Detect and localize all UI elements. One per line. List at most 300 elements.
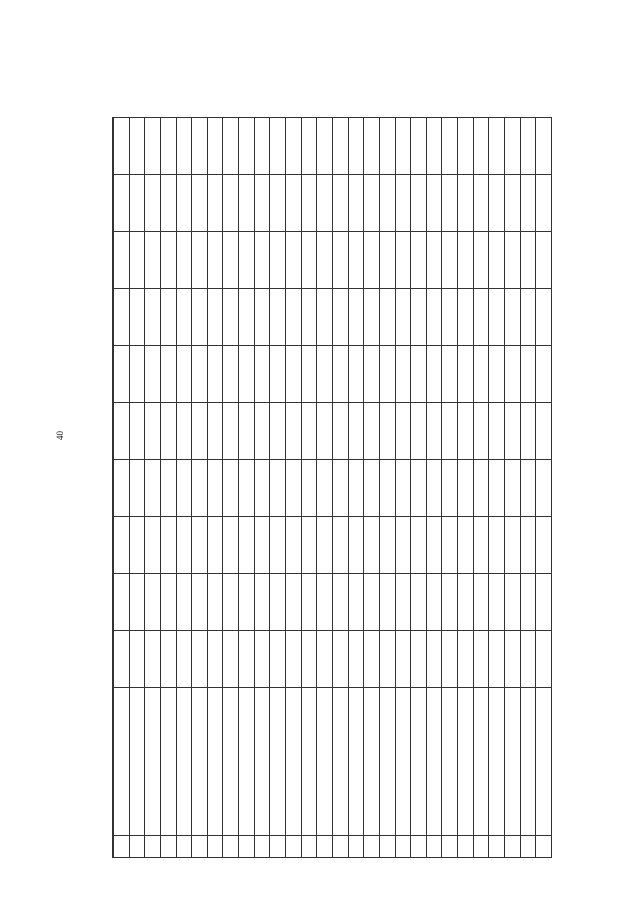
table-cell [536, 175, 552, 232]
table-cell [379, 232, 395, 289]
table-cell [254, 175, 270, 232]
table-row [520, 118, 536, 858]
table-cell [458, 460, 474, 517]
table-cell [129, 289, 145, 346]
table-cell [129, 175, 145, 232]
table-cell [520, 688, 536, 836]
table-cell [473, 836, 489, 858]
table-cell [239, 403, 255, 460]
table-cell [192, 460, 208, 517]
table-cell [489, 631, 505, 688]
table-cell [114, 574, 130, 631]
table-cell [207, 574, 223, 631]
table-cell [536, 836, 552, 858]
table-row [364, 118, 380, 858]
table-cell [505, 631, 521, 688]
table-cell [207, 175, 223, 232]
table-cell [192, 118, 208, 175]
table-cell [489, 517, 505, 574]
table-cell [489, 403, 505, 460]
table-cell [332, 460, 348, 517]
table-cell [176, 836, 192, 858]
table-cell [301, 175, 317, 232]
table-cell [442, 232, 458, 289]
table-cell [239, 460, 255, 517]
table-cell [129, 574, 145, 631]
table-cell [145, 574, 161, 631]
table-cell [379, 836, 395, 858]
table-cell [176, 688, 192, 836]
table-cell [207, 346, 223, 403]
table-cell [286, 517, 302, 574]
table-cell [332, 574, 348, 631]
table-row [223, 118, 239, 858]
table-cell [379, 460, 395, 517]
table-cell [160, 631, 176, 688]
table-cell [395, 232, 411, 289]
table-cell [395, 460, 411, 517]
table-cell [426, 403, 442, 460]
table-cell [379, 403, 395, 460]
table-cell [411, 574, 427, 631]
table-cell [270, 631, 286, 688]
table-cell [129, 232, 145, 289]
table-cell [160, 346, 176, 403]
table-cell [129, 688, 145, 836]
table-row [176, 118, 192, 858]
table-cell [505, 688, 521, 836]
table-cell [536, 346, 552, 403]
table-cell [207, 836, 223, 858]
table-cell [114, 836, 130, 858]
table-cell [332, 688, 348, 836]
table-cell [301, 232, 317, 289]
table-cell [332, 836, 348, 858]
table-cell [442, 517, 458, 574]
table-cell [239, 517, 255, 574]
table-cell [364, 289, 380, 346]
table-cell [239, 175, 255, 232]
table-cell [411, 232, 427, 289]
table-cell [301, 836, 317, 858]
table-row [379, 118, 395, 858]
table-cell [364, 460, 380, 517]
table-cell [286, 232, 302, 289]
table-cell [254, 232, 270, 289]
table-cell [520, 289, 536, 346]
table-cell [254, 118, 270, 175]
table-cell [254, 346, 270, 403]
table-cell [317, 118, 333, 175]
table-cell [145, 631, 161, 688]
table-cell [270, 118, 286, 175]
table-cell [223, 836, 239, 858]
table-cell [176, 460, 192, 517]
table-row [348, 118, 364, 858]
table-cell [160, 574, 176, 631]
table-cell [411, 118, 427, 175]
table-cell [332, 118, 348, 175]
table-row [317, 118, 333, 858]
table-cell [379, 631, 395, 688]
table-cell [426, 175, 442, 232]
table-cell [114, 346, 130, 403]
table-cell [473, 289, 489, 346]
table-cell [364, 631, 380, 688]
table-cell [520, 836, 536, 858]
table-cell [207, 232, 223, 289]
table-cell [254, 631, 270, 688]
table-row [536, 118, 552, 858]
table-cell [505, 517, 521, 574]
table-cell [176, 118, 192, 175]
table-cell [286, 631, 302, 688]
table-cell [332, 175, 348, 232]
table-cell [458, 175, 474, 232]
table-cell [411, 836, 427, 858]
table-cell [379, 517, 395, 574]
table-cell [317, 836, 333, 858]
table-cell [489, 175, 505, 232]
table-cell [411, 346, 427, 403]
table-cell [301, 289, 317, 346]
table-cell [520, 175, 536, 232]
table-cell [458, 232, 474, 289]
table-cell [411, 631, 427, 688]
table-cell [301, 574, 317, 631]
table-cell [317, 403, 333, 460]
table-cell [129, 460, 145, 517]
table-cell [270, 232, 286, 289]
table-cell [145, 836, 161, 858]
table-cell [114, 232, 130, 289]
table-cell [317, 460, 333, 517]
table-cell [364, 346, 380, 403]
table-cell [426, 118, 442, 175]
table-cell [207, 118, 223, 175]
table-cell [426, 346, 442, 403]
table-cell [114, 175, 130, 232]
table-cell [458, 289, 474, 346]
table-cell [395, 688, 411, 836]
table-cell [223, 118, 239, 175]
table-cell [286, 460, 302, 517]
table-cell [332, 289, 348, 346]
table-cell [520, 346, 536, 403]
table-cell [395, 346, 411, 403]
table-cell [505, 289, 521, 346]
table-cell [114, 403, 130, 460]
table-cell [505, 460, 521, 517]
table-cell [520, 574, 536, 631]
table-row [426, 118, 442, 858]
table-cell [192, 517, 208, 574]
table-cell [176, 289, 192, 346]
table-cell [348, 836, 364, 858]
table-cell [411, 460, 427, 517]
table-cell [160, 289, 176, 346]
table-cell [129, 346, 145, 403]
table-cell [114, 517, 130, 574]
table-cell [160, 175, 176, 232]
table-body [114, 118, 552, 858]
table-cell [317, 232, 333, 289]
table-cell [192, 232, 208, 289]
table-cell [114, 289, 130, 346]
table-cell [489, 346, 505, 403]
table-cell [536, 631, 552, 688]
table-cell [145, 460, 161, 517]
table-cell [301, 403, 317, 460]
table-cell [145, 517, 161, 574]
table-cell [458, 836, 474, 858]
table-cell [473, 232, 489, 289]
table-cell [395, 403, 411, 460]
table-cell [145, 403, 161, 460]
table-cell [129, 517, 145, 574]
rotated-table-container [112, 118, 552, 858]
table-cell [442, 574, 458, 631]
table-cell [348, 232, 364, 289]
table-cell [505, 403, 521, 460]
table-cell [489, 118, 505, 175]
table-cell [239, 574, 255, 631]
table-cell [364, 517, 380, 574]
table-cell [160, 517, 176, 574]
table-cell [364, 175, 380, 232]
table-cell [223, 289, 239, 346]
table-row [489, 118, 505, 858]
table-cell [348, 460, 364, 517]
table-cell [176, 175, 192, 232]
table-cell [317, 289, 333, 346]
table-cell [317, 631, 333, 688]
table-cell [489, 688, 505, 836]
table-cell [270, 517, 286, 574]
table-cell [379, 175, 395, 232]
table-cell [270, 175, 286, 232]
table-cell [411, 688, 427, 836]
table-cell [426, 688, 442, 836]
table-cell [473, 631, 489, 688]
table-cell [473, 118, 489, 175]
table-cell [395, 631, 411, 688]
table-cell [426, 517, 442, 574]
table-row [254, 118, 270, 858]
table-cell [411, 403, 427, 460]
table-cell [207, 403, 223, 460]
table-row [207, 118, 223, 858]
table-cell [348, 289, 364, 346]
table-cell [301, 460, 317, 517]
table-cell [192, 574, 208, 631]
table-cell [332, 232, 348, 289]
table-cell [473, 346, 489, 403]
table-cell [379, 688, 395, 836]
table-cell [192, 688, 208, 836]
table-cell [270, 836, 286, 858]
table-cell [286, 118, 302, 175]
table-row [270, 118, 286, 858]
table-cell [114, 631, 130, 688]
table-row [505, 118, 521, 858]
table-cell [192, 836, 208, 858]
table-cell [223, 175, 239, 232]
table-row [442, 118, 458, 858]
table-cell [301, 688, 317, 836]
table-cell [286, 836, 302, 858]
table-cell [348, 517, 364, 574]
table-cell [317, 517, 333, 574]
table-cell [176, 403, 192, 460]
table-cell [442, 118, 458, 175]
table-cell [364, 403, 380, 460]
table-cell [473, 688, 489, 836]
table-cell [176, 631, 192, 688]
table-cell [489, 836, 505, 858]
table-row [239, 118, 255, 858]
table-cell [364, 232, 380, 289]
table-cell [317, 688, 333, 836]
table-cell [145, 688, 161, 836]
table-cell [176, 346, 192, 403]
table-cell [160, 118, 176, 175]
table-cell [286, 688, 302, 836]
table-cell [192, 289, 208, 346]
table-row [301, 118, 317, 858]
table-cell [520, 118, 536, 175]
table-cell [160, 688, 176, 836]
table-cell [458, 688, 474, 836]
table-cell [176, 574, 192, 631]
table-cell [160, 403, 176, 460]
table-cell [395, 574, 411, 631]
table-cell [192, 631, 208, 688]
table-cell [160, 836, 176, 858]
table-cell [442, 346, 458, 403]
table-cell [301, 118, 317, 175]
table-cell [207, 631, 223, 688]
table-cell [458, 631, 474, 688]
table-cell [286, 574, 302, 631]
table-cell [348, 631, 364, 688]
table-cell [536, 118, 552, 175]
table-cell [145, 232, 161, 289]
table-cell [145, 289, 161, 346]
table-cell [254, 836, 270, 858]
table-cell [129, 403, 145, 460]
table-cell [536, 460, 552, 517]
table-cell [207, 517, 223, 574]
table-cell [379, 118, 395, 175]
table-cell [270, 346, 286, 403]
table-cell [505, 346, 521, 403]
table-row [458, 118, 474, 858]
table-cell [442, 403, 458, 460]
table-cell [192, 403, 208, 460]
table-cell [192, 175, 208, 232]
table-row [129, 118, 145, 858]
table-cell [239, 631, 255, 688]
table-cell [192, 346, 208, 403]
table-frame [112, 118, 552, 858]
table-cell [426, 631, 442, 688]
table-cell [301, 631, 317, 688]
table-cell [317, 574, 333, 631]
table-cell [520, 517, 536, 574]
table-cell [442, 631, 458, 688]
table-cell [348, 403, 364, 460]
table-cell [286, 346, 302, 403]
table-cell [223, 688, 239, 836]
table-cell [395, 836, 411, 858]
table-cell [239, 118, 255, 175]
page-number: 40 [55, 431, 65, 440]
table-cell [223, 346, 239, 403]
table-cell [286, 175, 302, 232]
table-cell [489, 460, 505, 517]
table-cell [223, 631, 239, 688]
table-cell [348, 574, 364, 631]
table-cell [520, 232, 536, 289]
table-cell [426, 574, 442, 631]
table-cell [114, 460, 130, 517]
table-cell [332, 346, 348, 403]
table-cell [145, 346, 161, 403]
table-cell [239, 346, 255, 403]
table-cell [442, 460, 458, 517]
table-cell [129, 118, 145, 175]
table-cell [458, 517, 474, 574]
table-cell [348, 118, 364, 175]
table-cell [301, 346, 317, 403]
table-cell [317, 346, 333, 403]
table-cell [426, 289, 442, 346]
table-cell [505, 232, 521, 289]
table-cell [286, 289, 302, 346]
schedule-table [112, 117, 552, 858]
table-cell [379, 574, 395, 631]
table-cell [520, 631, 536, 688]
table-cell [239, 836, 255, 858]
table-cell [395, 175, 411, 232]
table-cell [239, 688, 255, 836]
table-cell [286, 403, 302, 460]
table-cell [176, 517, 192, 574]
table-cell [270, 460, 286, 517]
table-cell [458, 118, 474, 175]
table-cell [520, 460, 536, 517]
table-cell [145, 175, 161, 232]
table-cell [129, 836, 145, 858]
table-cell [364, 118, 380, 175]
table-cell [223, 517, 239, 574]
table-cell [458, 574, 474, 631]
table-cell [348, 346, 364, 403]
table-cell [505, 175, 521, 232]
table-cell [223, 403, 239, 460]
table-cell [145, 118, 161, 175]
table-row [192, 118, 208, 858]
table-row [160, 118, 176, 858]
table-cell [348, 175, 364, 232]
table-cell [426, 460, 442, 517]
table-cell [254, 688, 270, 836]
table-cell [411, 175, 427, 232]
table-cell [254, 403, 270, 460]
table-cell [348, 688, 364, 836]
table-row [411, 118, 427, 858]
